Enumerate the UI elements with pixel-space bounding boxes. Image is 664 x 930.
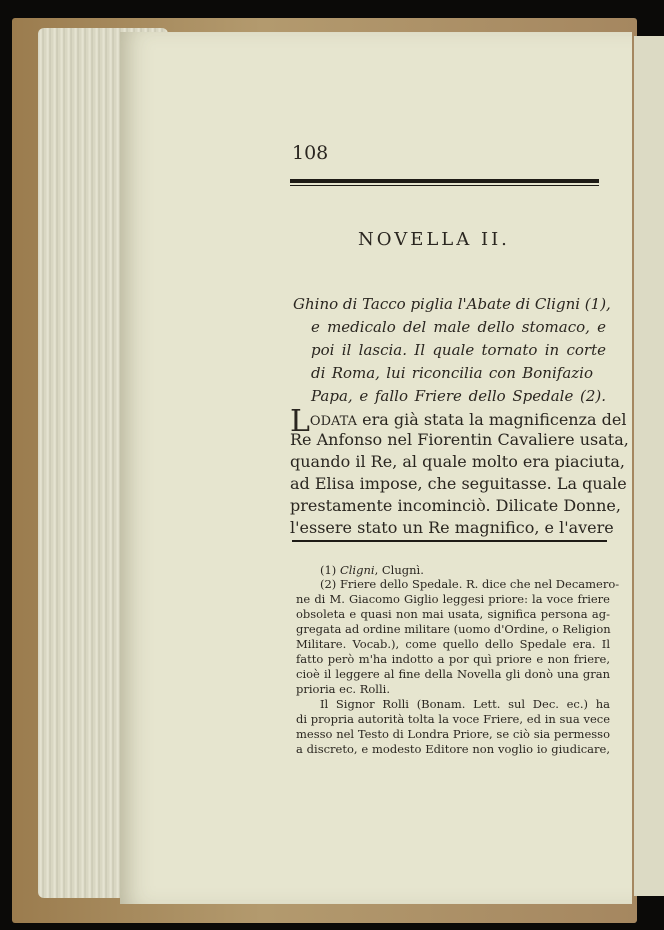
footnote-1-term: Cligni — [339, 563, 375, 577]
footnote-2-line: gregata ad ordine militare (uomo d'Ordine, o Religion — [296, 622, 611, 636]
footnote-2-line: cioè il leggere al fine della Novella gli donò una gran — [296, 667, 610, 681]
page-number: 108 — [292, 142, 329, 164]
facing-page-edge — [634, 36, 664, 896]
footnote-2-line: fatto però m'ha indotto a por quì priore e non friere, — [296, 652, 610, 666]
footnote-2-line: ne di M. Giacomo Giglio leggesi priore: la voce friere — [296, 592, 610, 606]
body-line: quando il Re, al quale molto era piaciuta, — [290, 452, 626, 471]
footnote-2-line: (2) Friere dello Spedale. R. dice che nel Decamero- — [320, 577, 620, 591]
footnote-1-mark: (1) — [320, 563, 337, 577]
summary-line: di Roma, lui riconcilia con Bonifazio — [311, 364, 593, 382]
footnote-3-line: a discreto, e modesto Editore non voglio io giudicare, — [296, 742, 610, 756]
summary-line: poi il lascia. Il quale tornato in corte — [311, 341, 606, 359]
footnote-2-line: obsoleta e quasi non mai usata, significa persona ag- — [296, 607, 610, 621]
header-rule-thin — [290, 185, 599, 186]
body-line: Re Anfonso nel Fiorentin Cavaliere usata, — [290, 430, 629, 449]
footnote-3-line: messo nel Testo di Londra Priore, se ciò sia permesso — [296, 727, 610, 741]
first-line-text: era già stata la magnificenza del — [357, 410, 627, 429]
body-line: l'essere stato un Re magnifico, e l'avere — [290, 518, 614, 537]
drop-initial: L — [290, 404, 310, 439]
footnote-rule — [292, 540, 607, 542]
footnote-1-text: , Clugnì. — [374, 563, 424, 577]
footnote-2-line: prioria ec. Rolli. — [296, 682, 390, 696]
header-rule-thick — [290, 179, 599, 183]
footnote-3-line: di propria autorità tolta la voce Friere, ed in sua vece — [296, 712, 610, 726]
novella-title: NOVELLA II. — [358, 229, 510, 250]
summary-line: e medicalo del male dello stomaco, e — [311, 318, 606, 336]
footnote-1 — [320, 563, 424, 577]
summary-line: Papa, e fallo Friere dello Spedale (2). — [311, 387, 606, 405]
footnote-3-line: Il Signor Rolli (Bonam. Lett. sul Dec. ec.) ha — [320, 697, 610, 711]
body-line: ad Elisa impose, che seguitasse. La quale — [290, 474, 627, 493]
footnote-2-line: Militare. Vocab.), come quello dello Spedale era. Il — [296, 637, 610, 651]
summary-line: Ghino di Tacco piglia l'Abate di Cligni (1), — [293, 295, 611, 313]
first-word: ODATA — [309, 414, 358, 429]
body-line: prestamente incominciò. Dilicate Donne, — [290, 496, 621, 515]
